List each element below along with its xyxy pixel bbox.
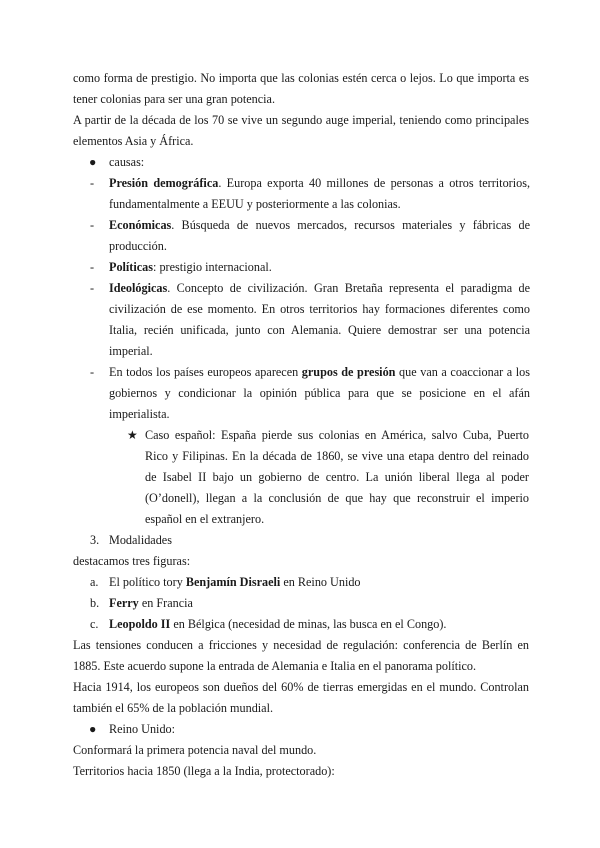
paragraph-berlin-conference: Las tensiones conducen a fricciones y necesidad de regulación: conferencia de Berlín en 1885. Este acuerdo supone la entrada de Alemania e Italia en el panorama político. — [73, 638, 529, 673]
cause-text — [109, 278, 530, 362]
bullet-icon: ● — [89, 155, 97, 169]
bullet-icon: ● — [89, 722, 97, 736]
cause-title: Ideológicas — [109, 281, 168, 295]
cause-description: que van a coaccionar a los gobiernos y condicionar la opinión pública para que se posicione en el afán imperialista. — [109, 365, 531, 421]
figure-text — [109, 593, 530, 614]
number-marker: 3. — [90, 533, 100, 547]
figure-text — [109, 614, 530, 635]
dash-marker: - — [90, 260, 95, 274]
paragraph-second-imperial-wave: A partir de la década de los 70 se vive un segundo auge imperial, teniendo como principales elementos Asia y África. — [73, 113, 529, 148]
cause-text — [109, 215, 530, 257]
figures-intro: destacamos tres figuras: — [73, 554, 191, 568]
cause-description: : prestigio internacional. — [153, 260, 272, 274]
star-icon: ★ — [127, 428, 138, 442]
paragraph-territories-1850: Territorios hacia 1850 (llega a la India, protectorado): — [73, 764, 335, 778]
dash-marker: - — [90, 365, 95, 379]
letter-marker: a. — [90, 575, 99, 589]
dash-marker: - — [90, 281, 95, 295]
figure-name: Benjamín Disraeli — [185, 575, 281, 589]
cause-title: Políticas — [109, 260, 154, 274]
letter-marker: b. — [90, 596, 100, 610]
paragraph-1914: Hacia 1914, los europeos son dueños del 60% de tierras emergidas en el mundo. Controlan también el 65% de la población mundial. — [73, 680, 529, 715]
paragraph-naval-power: Conformará la primera potencia naval del mundo. — [73, 743, 317, 757]
figure-country: en Bélgica (necesidad de minas, las busca en el Congo). — [170, 617, 447, 631]
cause-title: Económicas — [109, 218, 172, 232]
dash-marker: - — [90, 218, 95, 232]
cause-description: . Concepto de civilización. Gran Bretaña representa el paradigma de civilización de ese momento. En otros territorios hay formaciones diferentes como Italia, recién unificada, junto con Alemania. Quiere demostrar ser una potencia imperial. — [109, 281, 530, 358]
uk-label: Reino Unido: — [109, 722, 176, 736]
cause-text — [109, 257, 530, 278]
figure-name: Leopoldo II — [109, 617, 171, 631]
figure-country: en Reino Unido — [280, 575, 361, 589]
cause-description: . Europa exporta 40 millones de personas a otros territorios, fundamentalmente a EEUU y posteriormente a las colonias. — [109, 176, 530, 211]
figure-name: Ferry — [109, 596, 139, 610]
cause-description: . Búsqueda de nuevos mercados, recursos materiales y fábricas de producción. — [109, 218, 530, 253]
dash-marker: - — [90, 176, 95, 190]
modalities-label: Modalidades — [109, 533, 172, 547]
cause-text — [109, 362, 530, 425]
figure-country: en Francia — [138, 596, 193, 610]
cause-text — [109, 173, 530, 215]
cause-title: grupos de presión — [301, 365, 396, 379]
paragraph-prestige: como forma de prestigio. No importa que las colonias estén cerca o lejos. Lo que importa es tener colonias para ser una gran potencia. — [73, 71, 529, 106]
cause-title: Presión demográfica — [109, 176, 219, 190]
figure-text — [109, 572, 530, 593]
letter-marker: c. — [90, 617, 99, 631]
figure-intro: El político tory — [109, 575, 186, 589]
spanish-case-text: Caso español: España pierde sus colonias en América, salvo Cuba, Puerto Rico y Filipinas. En la década de 1860, se vive una etapa dentro del reinado de Isabel II bajo un gobierno de centro. La unión liberal llega al poder (O’donell), llegan a la conclusión de que hay que reconstruir el imperio español en el extranjero. — [145, 428, 529, 526]
cause-intro: En todos los países europeos aparecen — [109, 365, 302, 379]
causes-label: causas: — [109, 155, 145, 169]
